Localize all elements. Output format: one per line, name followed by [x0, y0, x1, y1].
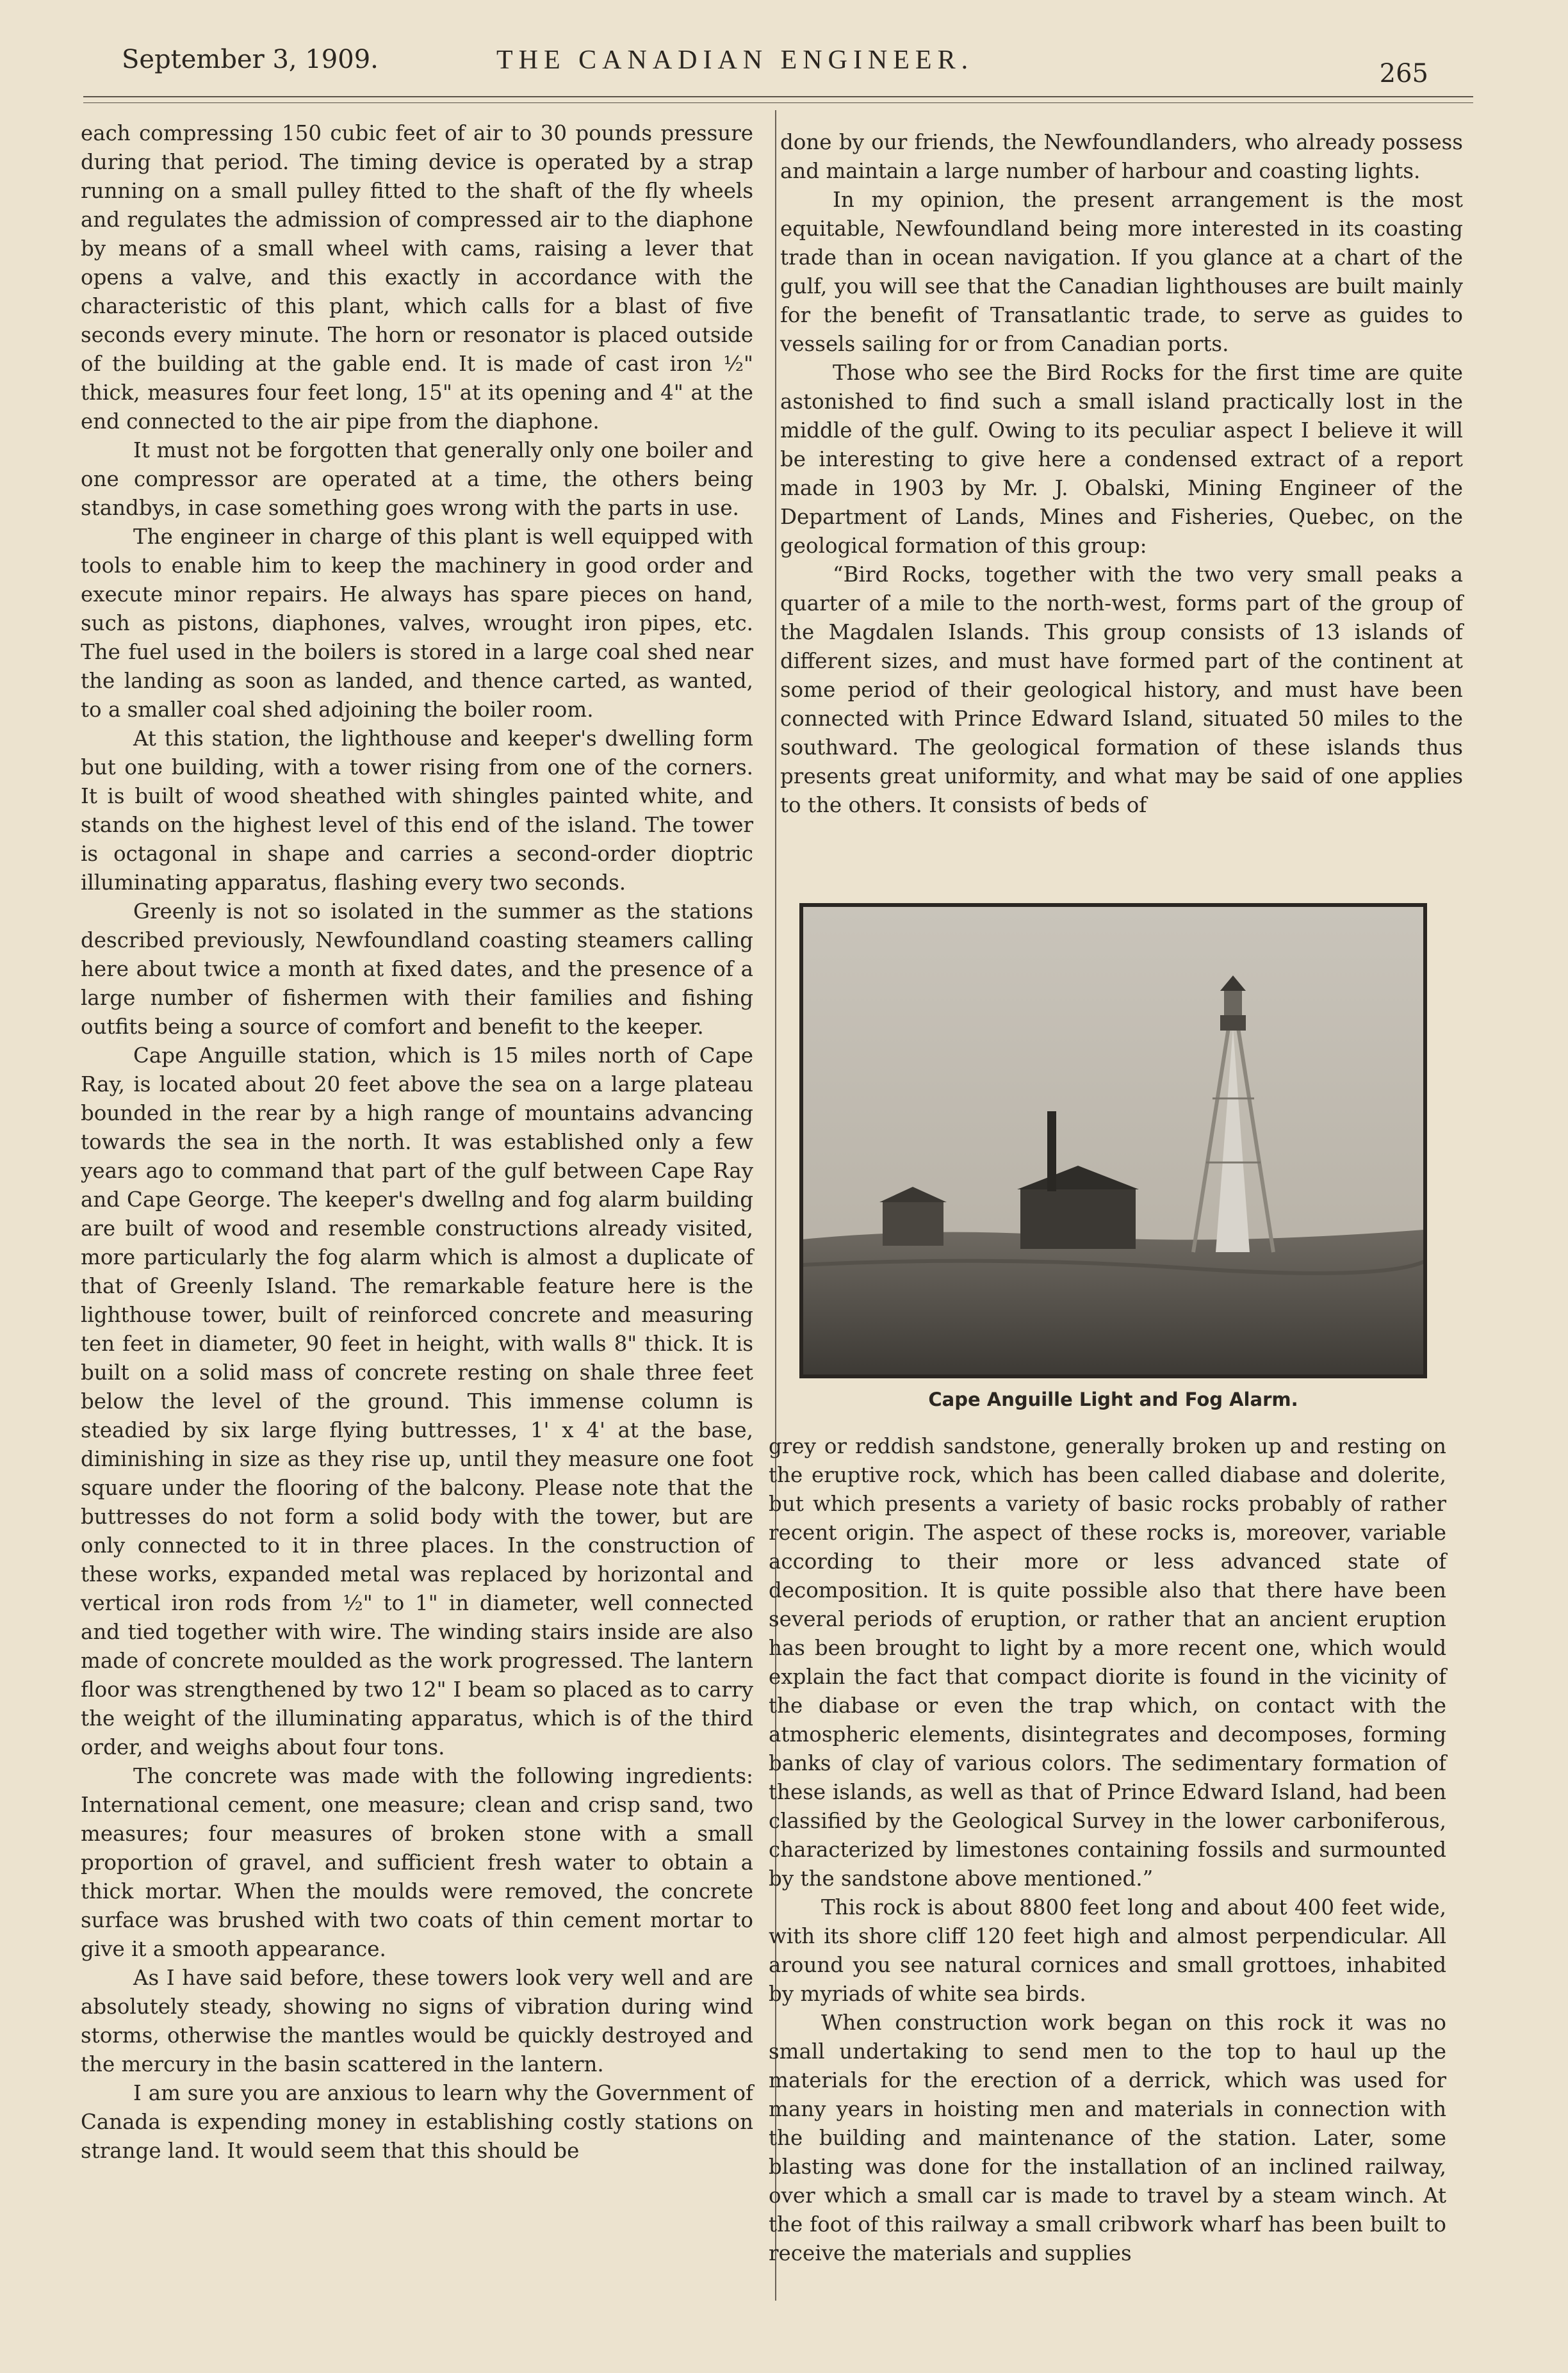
paragraph: The engineer in charge of this plant is well equipped with tools to enable him to keep the machinery in good order and execute minor repairs. He always has spare pieces on hand, such as pistons, diaphones, valves, wrought iron pipes, etc. The fuel used in the boilers is stored in a large coal shed near the landing as soon as landed, and thence carted, as wanted, to a smaller coal shed adjoining the boiler room. [81, 525, 753, 722]
paragraph: “Bird Rocks, together with the two very small peaks a quarter of a mile to the north-west, forms part of the group of the Magdalen Islands. This group consists of 13 islands of different sizes, and must have formed part of the continent at some period of their geological history, and must have been connected with Prince Edward Island, situated 50 miles to the southward. The geological formation of these islands thus presents great uniformity, and what may be said of one applies to the others. It consists of beds of [780, 562, 1463, 817]
running-header [115, 40, 1435, 88]
header-rule [83, 96, 1473, 97]
journal-title: THE CANADIAN ENGINEER. [496, 45, 974, 75]
paragraph: each compressing 150 cubic feet of air to 30 pounds pressure during that period. The timing device is operated by a strap running on a small pulley fitted to the shaft of the fly wheels and regulates the admission of compressed air to the diaphone by means of a small wheel with cams, raising a lever that opens a valve, and this exactly in accordance with the characteristic of this plant, which calls for a blast of five seconds every minute. The horn or resonator is placed outside of the building at the gable end. It is made of cast iron ½" thick, measures four feet long, 15" at its opening and 4" at the end connected to the air pipe from the diaphone. [81, 121, 753, 434]
paragraph: When construction work began on this rock it was no small undertaking to send men to the top to haul up the materials for the erection of a derrick, which was used for many years in hoisting men and materials in connection with the building and maintenance of the station. Later, some blasting was done for the installation of an inclined railway, over which a small car is made to travel by a steam winch. At the foot of this railway a small cribwork wharf has been built to receive the materials and supplies [769, 2010, 1446, 2265]
page-number: 265 [1379, 59, 1428, 88]
paragraph: In my opinion, the present arrangement is the most equitable, Newfoundland being more interested in its coasting trade than in ocean navigation. If you glance at a chart of the gulf, you will see that the Canadian lighthouses are built mainly for the benefit of Transatlantic trade, to serve as guides to vessels sailing for or from Canadian ports. [780, 188, 1463, 356]
paragraph: The concrete was made with the following ingredients: International cement, one measure; clean and crisp sand, two measures; four measures of broken stone with a small proportion of gravel, and sufficient fresh water to obtain a thick mortar. When the moulds were removed, the concrete surface was brushed with two coats of thin cement mortar to give it a smooth appearance. [81, 1764, 753, 1961]
paragraph: As I have said before, these towers look very well and are absolutely steady, showing no signs of vibration during wind storms, otherwise the mantles would be quickly destroyed and the mercury in the basin scattered in the lantern. [81, 1966, 753, 2076]
paragraph: I am sure you are anxious to learn why the Government of Canada is expending money in establishing costly stations on strange land. It would seem that this should be [81, 2081, 753, 2163]
header-rule-thin [83, 102, 1473, 103]
left-column [81, 119, 753, 2165]
lighthouse-photo [799, 903, 1427, 1378]
right-column-top [780, 128, 1463, 820]
paragraph: At this station, the lighthouse and keeper's dwelling form but one building, with a tower rising from one of the corners. It is built of wood sheathed with shingles painted white, and stands on the highest level of this end of the island. The tower is octagonal in shape and carries a second-order dioptric illuminating apparatus, flashing every two seconds. [81, 726, 753, 895]
right-column-bottom [769, 1432, 1446, 2268]
paragraph: Greenly is not so isolated in the summer as the stations described previously, Newfoundland coasting steamers calling here about twice a month at fixed dates, and the presence of a large number of fishermen with their families and fishing outfits being a source of comfort and benefit to the keeper. [81, 899, 753, 1039]
paragraph: This rock is about 8800 feet long and about 400 feet wide, with its shore cliff 120 feet high and almost perpendicular. All around you see natural cornices and small grottoes, inhabited by myriads of white sea birds. [769, 1895, 1446, 2006]
paragraph: Those who see the Bird Rocks for the first time are quite astonished to find such a small island practically lost in the middle of the gulf. Owing to its peculiar aspect I believe it will be interesting to give here a condensed extract of a report made in 1903 by Mr. J. Obalski, Mining Engineer of the Department of Lands, Mines and Fisheries, Quebec, on the geological formation of this group: [780, 361, 1463, 558]
paragraph: Cape Anguille station, which is 15 miles north of Cape Ray, is located about 20 feet above the sea on a large plateau bounded in the rear by a high range of mountains advancing towards the sea in the north. It was established only a few years ago to command that part of the gulf between Cape Ray and Cape George. The keeper's dwellng and fog alarm building are built of wood and resemble constructions already visited, more particularly the fog alarm which is almost a duplicate of that of Greenly Island. The remarkable feature here is the lighthouse tower, built of reinforced concrete and measuring ten feet in diameter, 90 feet in height, with walls 8" thick. It is built on a solid mass of concrete resting on shale three feet below the level of the ground. This immense column is steadied by six large flying buttresses, 1' x 4' at the base, diminishing in size as they rise up, until they measure one foot square under the flooring of the balcony. Please note that the buttresses do not form a solid body with the tower, but are only connected to it in three places. In the construction of these works, expanded metal was replaced by horizontal and vertical iron rods from ½" to 1" in diameter, well connected and tied together with wire. The winding stairs inside are also made of concrete moulded as the work progressed. The lantern floor was strengthened by two 12" I beam so placed as to carry the weight of the illuminating apparatus, which is of the third order, and weighs about four tons. [81, 1043, 753, 1759]
paragraph: It must not be forgotten that generally only one boiler and one compressor are operated at a time, the others being standbys, in case something goes wrong with the parts in use. [81, 438, 753, 520]
issue-date: September 3, 1909. [122, 45, 379, 74]
paragraph: done by our friends, the Newfoundlanders, who already possess and maintain a large number of harbour and coasting lights. [780, 130, 1463, 183]
figure-caption: Cape Anguille Light and Fog Alarm. [928, 1389, 1298, 1410]
paragraph: grey or reddish sandstone, generally broken up and resting on the eruptive rock, which has been called diabase and dolerite, but which presents a variety of basic rocks probably of rather recent origin. The aspect of these rocks is, moreover, variable according to their more or less advanced state of decomposition. It is quite possible also that there have been several periods of eruption, or rather that an ancient eruption has been brought to light by a more recent one, which would explain the fact that compact diorite is found in the vicinity of the diabase or even the trap which, on contact with the atmospheric elements, disintegrates and decomposes, forming banks of clay of various colors. The sedimentary formation of these islands, as well as that of Prince Edward Island, had been classified by the Geological Survey in the lower carboniferous, characterized by limestones containing fossils and surmounted by the sandstone above mentioned.” [769, 1434, 1446, 1891]
lighthouse-photo-image [803, 906, 1424, 1375]
